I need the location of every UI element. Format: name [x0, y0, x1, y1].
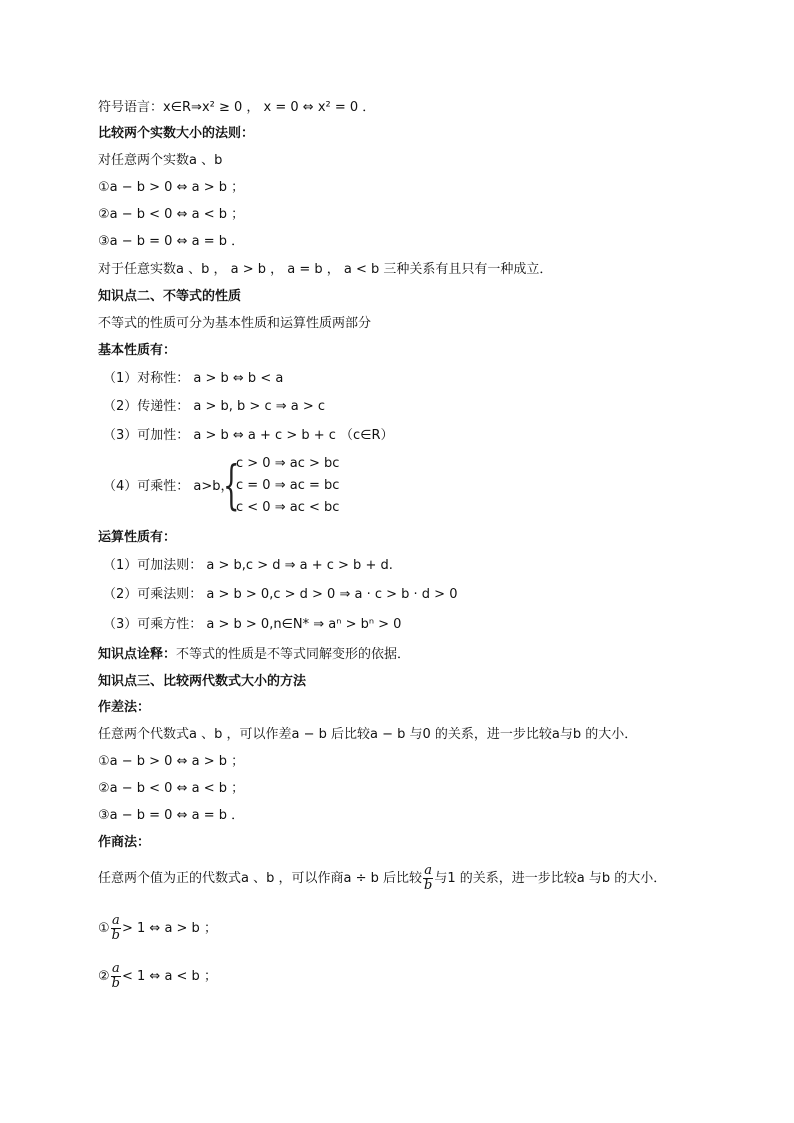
case-positive: c > 0 ⇒ ac > bc	[236, 456, 340, 471]
quotient-1: ① $\frac{a}{b}$ > 1 ⇔ a > b ；	[98, 913, 217, 943]
property-symmetry: （1）对称性： a > b ⇔ b < a	[103, 371, 284, 386]
difference-1: ①a − b > 0 ⇔ a > b ；	[98, 754, 245, 769]
trichotomy: 对于任意实数a 、b ， a > b ， a = b ， a < b 三种关系有且只有一种成立．	[98, 262, 553, 277]
rule-1: ①a − b > 0 ⇔ a > b ；	[98, 180, 245, 195]
quotient-2: ② $\frac{a}{b}$ < 1 ⇔ a < b ；	[98, 961, 217, 991]
quotient-desc-after: 与1 的关系，进一步比较a 与b 的大小．	[434, 871, 667, 886]
fraction-a-over-b: $\frac{a}{b}$	[424, 863, 433, 893]
knowledge-note	[98, 645, 410, 665]
difference-3: ③a − b = 0 ⇔ a = b ．	[98, 808, 245, 823]
rule-3: ③a − b = 0 ⇔ a = b ．	[98, 234, 245, 249]
case-negative: c < 0 ⇒ ac < bc	[236, 500, 340, 515]
property-additivity: （3）可加性： a > b ⇔ a + c > b + c （c∈R）	[103, 428, 394, 443]
compare-rule-title: 比较两个实数大小的法则：	[98, 126, 255, 141]
fraction-a-over-b: $\frac{a}{b}$	[111, 913, 120, 943]
property-transitivity: （2）传递性： a > b, b > c ⇒ a > c	[103, 399, 326, 414]
quotient-desc-before: 任意两个值为正的代数式a 、b ，可以作商a ÷ b 后比较	[98, 871, 422, 886]
operation-power: （3）可乘方性： a > b > 0,n∈N* ⇒ aⁿ > bⁿ > 0	[103, 617, 402, 632]
difference-2: ②a − b < 0 ⇔ a < b ；	[98, 781, 245, 796]
operation-multiplication: （2）可乘法则： a > b > 0,c > d > 0 ⇒ a · c > b · d > 0	[103, 587, 458, 602]
note-label: 知识点诠释：	[98, 647, 177, 662]
symbol-language: 符号语言：x∈R⇒x² ≥ 0 ， x = 0 ⇔ x² = 0 ．	[98, 100, 376, 115]
basic-properties-title: 基本性质有：	[98, 343, 177, 358]
any-two-reals: 对任意两个实数a 、b	[98, 153, 223, 168]
quotient-method-title: 作商法：	[98, 835, 151, 850]
quotient-method-desc	[98, 864, 666, 893]
property-4-label: （4）可乘性： a>b，	[103, 479, 234, 494]
fraction-a-over-b: $\frac{a}{b}$	[111, 961, 120, 991]
note-text: 不等式的性质是不等式同解变形的依据．	[176, 647, 411, 662]
rule-2: ②a − b < 0 ⇔ a < b ；	[98, 207, 245, 222]
case-zero: c = 0 ⇒ ac = bc	[236, 478, 340, 493]
operation-addition: （1）可加法则： a > b,c > d ⇒ a + c > b + d.	[103, 558, 393, 573]
left-brace: {	[223, 456, 240, 516]
section-title-2: 知识点二、不等式的性质	[98, 289, 242, 304]
difference-method-title: 作差法：	[98, 700, 151, 715]
section-2-desc: 不等式的性质可分为基本性质和运算性质两部分	[98, 316, 372, 331]
difference-method-desc: 任意两个代数式a 、b ，可以作差a − b 后比较a − b 与0 的关系，进一步比较a与b 的大小．	[98, 727, 638, 742]
operation-properties-title: 运算性质有：	[98, 530, 177, 545]
section-title-3: 知识点三、比较两代数式大小的方法	[98, 674, 307, 689]
